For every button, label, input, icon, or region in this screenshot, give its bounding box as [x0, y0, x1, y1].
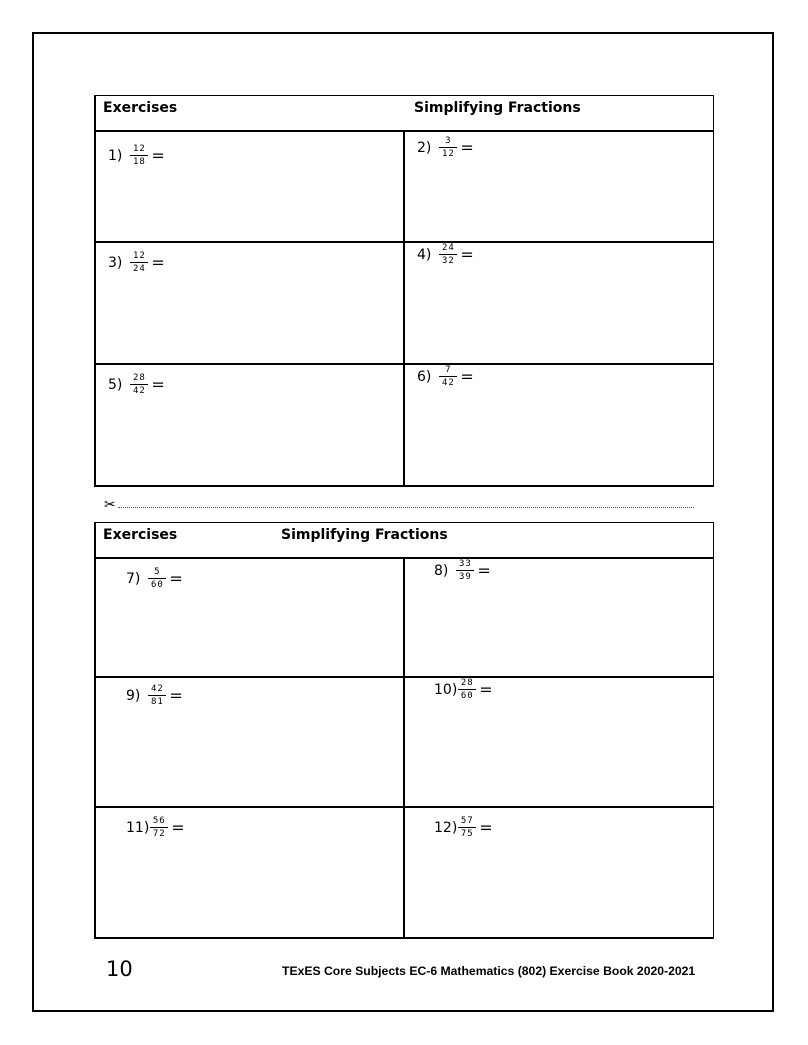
- problem-number: 1): [108, 147, 123, 164]
- equals-sign: =: [477, 561, 491, 580]
- fraction: [148, 567, 166, 590]
- problem-1: [108, 144, 165, 167]
- problem-12: [434, 816, 493, 839]
- denominator: 72: [152, 829, 166, 839]
- exercise-cell-4[interactable]: [405, 243, 714, 363]
- problem-number: 6): [417, 368, 432, 385]
- header-topic-label: Simplifying Fractions: [281, 527, 448, 543]
- denominator: 81: [150, 697, 164, 707]
- problem-number: 7): [126, 570, 141, 587]
- problem-11: [126, 816, 185, 839]
- problem-8: [434, 559, 491, 582]
- problem-4: [417, 243, 474, 266]
- exercise-cell-11[interactable]: [96, 808, 405, 937]
- denominator: 42: [132, 386, 146, 396]
- numerator: 3: [439, 136, 457, 148]
- problem-10: [434, 678, 493, 701]
- fraction: [456, 559, 474, 582]
- exercise-cell-10[interactable]: [405, 678, 714, 806]
- problem-2: [417, 136, 474, 159]
- worksheet-bottom: [94, 522, 714, 939]
- numerator: 12: [130, 251, 148, 263]
- problem-number: 10): [434, 681, 458, 698]
- exercise-cell-7[interactable]: [96, 559, 405, 676]
- problem-number: 8): [434, 562, 449, 579]
- fraction: [130, 251, 148, 274]
- numerator: 28: [458, 678, 476, 690]
- exercise-cell-9[interactable]: [96, 678, 405, 806]
- page-number: 10: [106, 957, 133, 981]
- equals-sign: =: [460, 245, 474, 264]
- denominator: 75: [460, 829, 474, 839]
- fraction: [439, 243, 457, 266]
- header-exercises-label: Exercises: [103, 100, 178, 116]
- problem-number: 12): [434, 819, 458, 836]
- exercise-row: [96, 365, 714, 487]
- problem-5: [108, 373, 165, 396]
- fraction: [458, 816, 476, 839]
- denominator: 32: [441, 256, 455, 266]
- denominator: 60: [460, 691, 474, 701]
- header-exercises-label: Exercises: [103, 527, 178, 543]
- equals-sign: =: [151, 375, 165, 394]
- equals-sign: =: [169, 569, 183, 588]
- worksheet-header: [96, 523, 714, 559]
- equals-sign: =: [171, 818, 185, 837]
- fraction: [148, 684, 166, 707]
- exercise-cell-1[interactable]: [96, 132, 405, 241]
- fraction: [439, 365, 457, 388]
- problem-9: [126, 684, 183, 707]
- problem-7: [126, 567, 183, 590]
- equals-sign: =: [460, 138, 474, 157]
- equals-sign: =: [479, 818, 493, 837]
- denominator: 42: [441, 378, 455, 388]
- problem-number: 3): [108, 254, 123, 271]
- problem-number: 2): [417, 139, 432, 156]
- problem-number: 5): [108, 376, 123, 393]
- numerator: 57: [458, 816, 476, 828]
- problem-number: 4): [417, 246, 432, 263]
- exercise-cell-2[interactable]: [405, 132, 714, 241]
- equals-sign: =: [151, 146, 165, 165]
- denominator: 12: [441, 149, 455, 159]
- dotted-cut-guide: [118, 499, 694, 508]
- numerator: 7: [439, 365, 457, 377]
- header-topic-label: Simplifying Fractions: [414, 100, 581, 116]
- numerator: 12: [130, 144, 148, 156]
- exercise-cell-8[interactable]: [405, 559, 714, 676]
- denominator: 18: [132, 157, 146, 167]
- numerator: 56: [150, 816, 168, 828]
- equals-sign: =: [479, 680, 493, 699]
- problem-3: [108, 251, 165, 274]
- numerator: 5: [148, 567, 166, 579]
- worksheet-header: [96, 96, 714, 132]
- fraction: [130, 373, 148, 396]
- denominator: 60: [150, 580, 164, 590]
- cut-line: [104, 495, 694, 511]
- exercise-cell-5[interactable]: [96, 365, 405, 485]
- denominator: 39: [458, 572, 472, 582]
- exercise-cell-6[interactable]: [405, 365, 714, 485]
- fraction: [439, 136, 457, 159]
- exercise-row: [96, 678, 714, 808]
- problem-number: 9): [126, 687, 141, 704]
- exercise-cell-3[interactable]: [96, 243, 405, 363]
- numerator: 24: [439, 243, 457, 255]
- numerator: 28: [130, 373, 148, 385]
- problem-number: 11): [126, 819, 150, 836]
- exercise-row: [96, 243, 714, 365]
- problem-6: [417, 365, 474, 388]
- exercise-row: [96, 808, 714, 939]
- exercise-cell-12[interactable]: [405, 808, 714, 937]
- fraction: [150, 816, 168, 839]
- equals-sign: =: [169, 686, 183, 705]
- equals-sign: =: [151, 253, 165, 272]
- numerator: 42: [148, 684, 166, 696]
- fraction: [130, 144, 148, 167]
- worksheet-top: [94, 95, 714, 487]
- exercise-row: [96, 559, 714, 678]
- scissors-icon: ✂: [104, 496, 116, 512]
- equals-sign: =: [460, 367, 474, 386]
- numerator: 33: [456, 559, 474, 571]
- fraction: [458, 678, 476, 701]
- book-title: TExES Core Subjects EC-6 Mathematics (802) Exercise Book 2020-2021: [282, 964, 696, 978]
- denominator: 24: [132, 264, 146, 274]
- exercise-row: [96, 132, 714, 243]
